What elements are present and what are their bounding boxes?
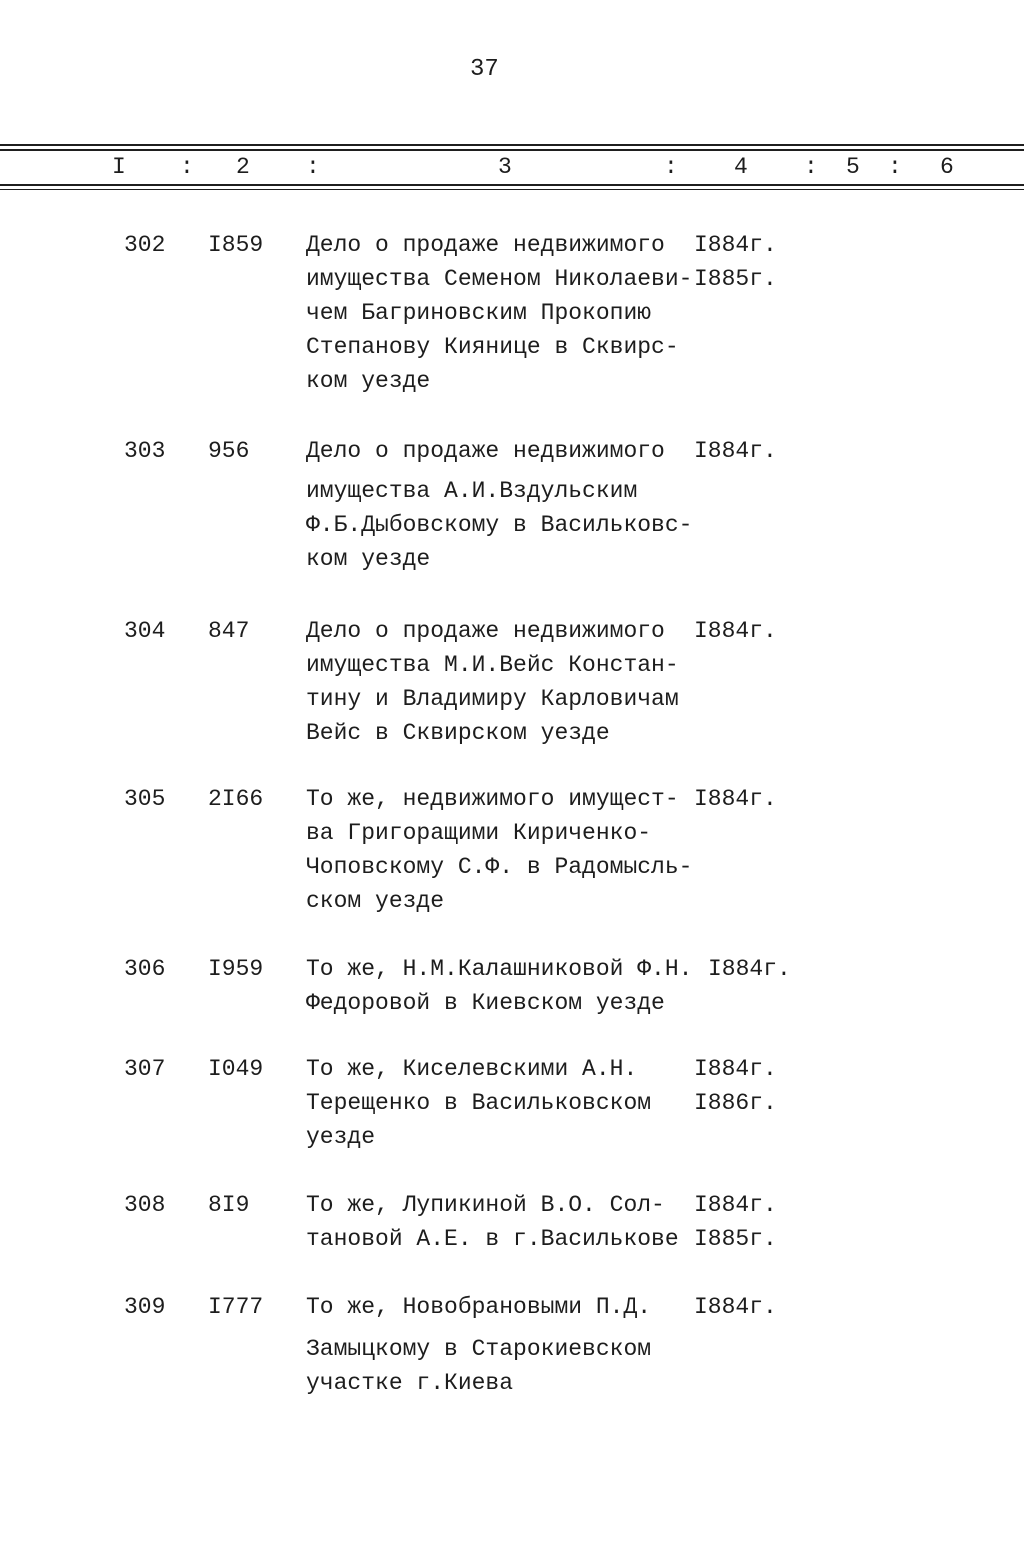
entry-number: 306	[124, 956, 166, 982]
entry-number: 308	[124, 1192, 166, 1218]
description-line: ском уезде	[306, 888, 445, 914]
description-line: уезде	[306, 1124, 376, 1150]
description-line: Федоровой в Киевском уезде	[306, 990, 665, 1016]
entry-dates	[694, 434, 777, 468]
entry-sheets: I859	[208, 232, 264, 258]
header-bottom-rule	[0, 184, 1024, 186]
entry-date: I886г.	[694, 1090, 777, 1116]
entry-date: I884г.	[694, 786, 777, 812]
entry-sheets: I777	[208, 1294, 264, 1320]
description-line: Вейс в Сквирском уезде	[306, 720, 610, 746]
column-header-1: I	[112, 154, 126, 180]
description-line: Дело о продаже недвижимого	[306, 438, 665, 464]
description-line: То же, Лупикиной В.О. Сол-	[306, 1192, 665, 1218]
column-header-3: 3	[498, 154, 512, 180]
description-line: участке г.Киева	[306, 1370, 514, 1396]
entry-number: 307	[124, 1056, 166, 1082]
entry-sheets: 8I9	[208, 1192, 250, 1218]
column-separator: :	[804, 154, 818, 180]
description-line: чем Багриновским Прокопию	[306, 300, 652, 326]
entry-number: 302	[124, 232, 166, 258]
column-separator: :	[664, 154, 678, 180]
entry-number: 305	[124, 786, 166, 812]
entry-sheets: I959	[208, 956, 264, 982]
entry-description	[306, 1290, 696, 1400]
entry-dates	[708, 952, 791, 986]
description-line: ком уезде	[306, 368, 431, 394]
entry-date: I884г.	[694, 1056, 777, 1082]
description-line: Дело о продаже недвижимого	[306, 618, 665, 644]
description-line: Ф.Б.Дыбовскому в Васильковс-	[306, 512, 693, 538]
column-separator: :	[306, 154, 320, 180]
description-line: Дело о продаже недвижимого	[306, 232, 665, 258]
column-header-2: 2	[236, 154, 250, 180]
entry-date: I884г.	[694, 232, 777, 258]
page-number: 37	[470, 56, 499, 83]
entry-date: I884г.	[694, 1294, 777, 1320]
header-top-rule	[0, 144, 1024, 146]
column-header-4: 4	[734, 154, 748, 180]
entry-sheets: I049	[208, 1056, 264, 1082]
description-line: имущества М.И.Вейс Констан-	[306, 652, 679, 678]
entry-number: 309	[124, 1294, 166, 1320]
entry-number: 303	[124, 438, 166, 464]
description-line: То же, Киселевскими А.Н.	[306, 1056, 638, 1082]
description-line: То же, Новобрановыми П.Д.	[306, 1294, 652, 1320]
column-header-5: 5	[846, 154, 860, 180]
entry-description	[306, 434, 696, 576]
entry-date: I885г.	[694, 266, 777, 292]
column-header-6: 6	[940, 154, 954, 180]
entry-dates	[694, 782, 777, 816]
header-top-rule-inner	[0, 149, 1024, 151]
description-line: Замыцкому в Старокиевском	[306, 1336, 652, 1362]
description-line: тину и Владимиру Карловичам	[306, 686, 679, 712]
entry-description	[306, 1188, 696, 1256]
entry-date: I885г.	[694, 1226, 777, 1252]
column-separator: :	[180, 154, 194, 180]
entry-dates	[694, 614, 777, 648]
description-line: То же, недвижимого имущест-	[306, 786, 679, 812]
description-line: ва Григоращими Кириченко-	[306, 820, 652, 846]
entry-dates	[694, 228, 777, 296]
entry-number: 304	[124, 618, 166, 644]
description-line: имущества А.И.Вздульским	[306, 478, 638, 504]
entry-date: I884г.	[694, 438, 777, 464]
entry-date: I884г.	[694, 1192, 777, 1218]
entry-description	[306, 782, 696, 918]
entry-date: I884г.	[708, 956, 791, 982]
description-line: То же, Н.М.Калашниковой Ф.Н.	[306, 956, 693, 982]
entry-sheets: 2I66	[208, 786, 264, 812]
header-bottom-rule-inner	[0, 189, 1024, 190]
entry-sheets: 956	[208, 438, 250, 464]
description-line: Степанову Киянице в Сквирс-	[306, 334, 679, 360]
entry-description	[306, 952, 696, 1020]
column-separator: :	[888, 154, 902, 180]
description-line: ком уезде	[306, 546, 431, 572]
description-line: имущества Семеном Николаеви-	[306, 266, 693, 292]
entry-dates	[694, 1290, 777, 1324]
entry-date: I884г.	[694, 618, 777, 644]
entry-description	[306, 228, 696, 398]
description-line: Терещенко в Васильковском	[306, 1090, 652, 1116]
entry-sheets: 847	[208, 618, 250, 644]
entry-dates	[694, 1188, 777, 1256]
description-line: тановой А.Е. в г.Василькове	[306, 1226, 679, 1252]
entry-description	[306, 614, 696, 750]
description-line: Чоповскому С.Ф. в Радомысль-	[306, 854, 693, 880]
entry-dates	[694, 1052, 777, 1120]
entry-description	[306, 1052, 696, 1154]
